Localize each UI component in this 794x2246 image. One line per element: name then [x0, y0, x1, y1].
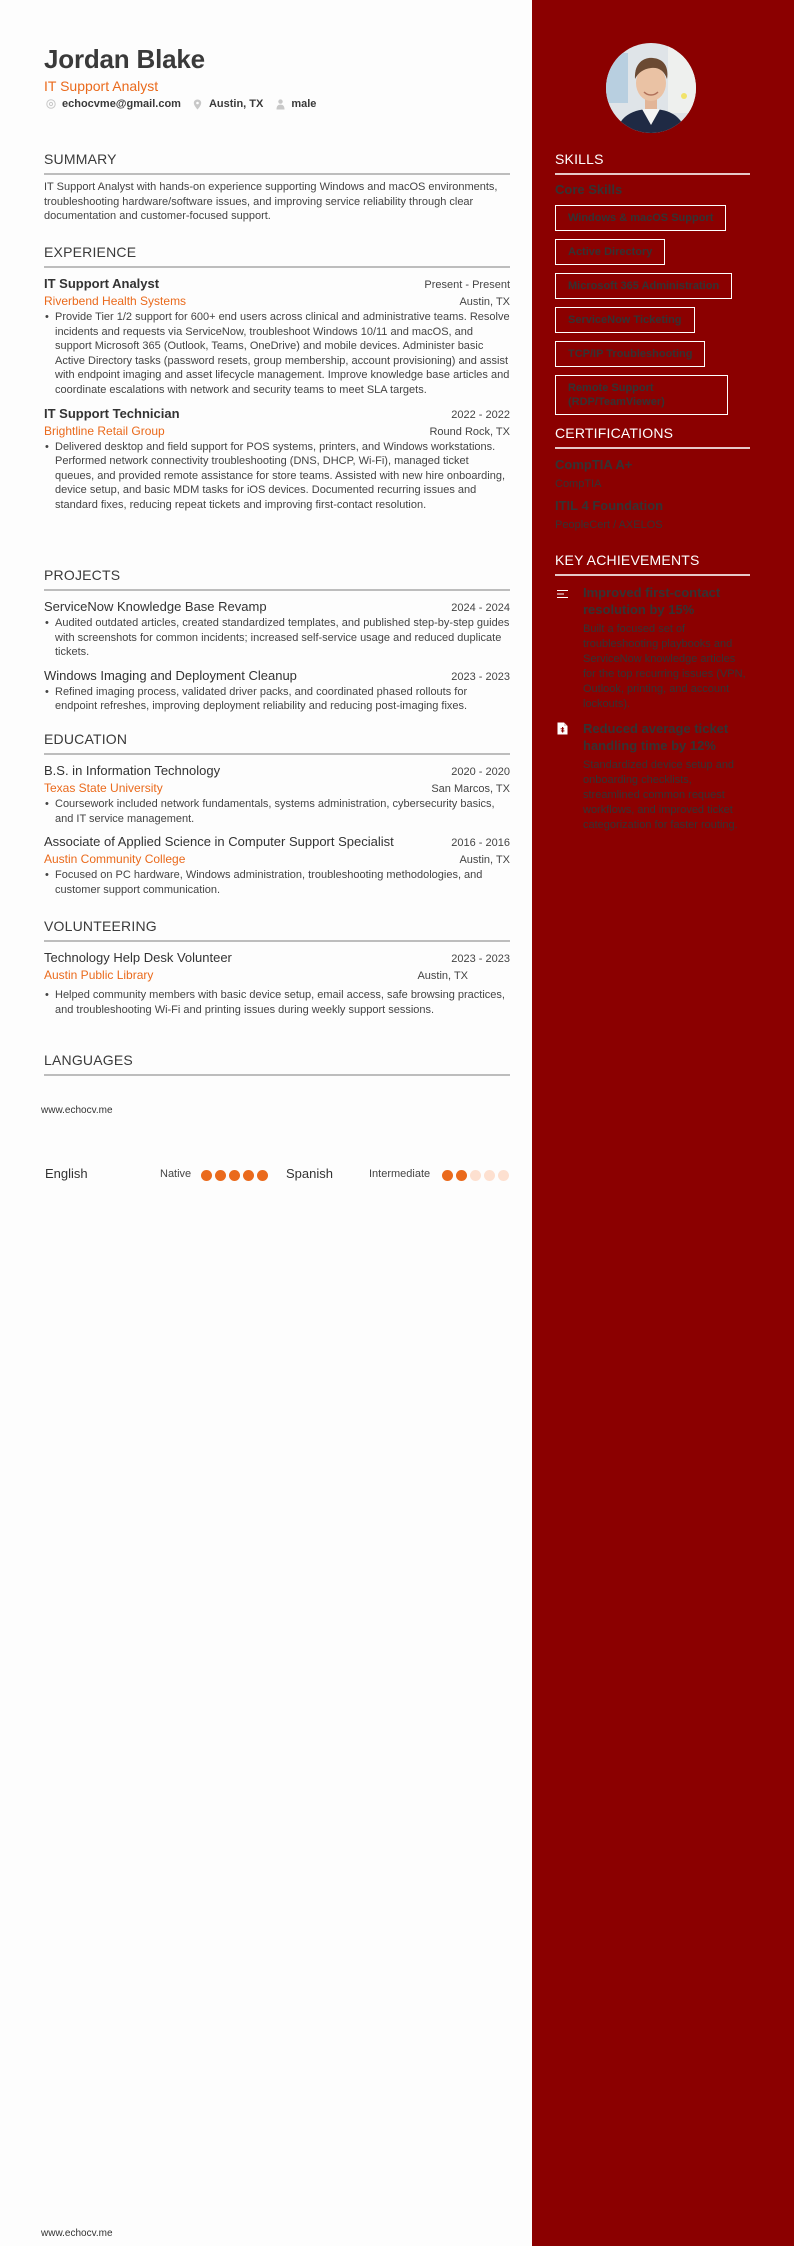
education-bullet: • Focused on PC hardware, Windows administration, troubleshooting methodologies, and customer support communication.: [45, 869, 483, 896]
cert-name: CompTIA A+: [555, 457, 633, 472]
footer-url-bottom[interactable]: www.echocv.me: [41, 2228, 113, 2239]
achievement-item: [555, 720, 750, 833]
cert-issuer: PeopleCert / AXELOS: [555, 519, 663, 531]
achievement-title: Improved first-contact resolution by 15%: [583, 585, 721, 617]
section-title: SUMMARY: [44, 151, 510, 175]
location-pin-icon: [193, 99, 203, 109]
contact-gender-text: male: [291, 98, 317, 110]
cert-name: ITIL 4 Foundation: [555, 498, 664, 513]
education-section: [44, 731, 510, 897]
volunteer-dates: 2023 - 2023: [451, 953, 510, 965]
job-bullet: • Delivered desktop and field support for POS systems, printers, and Windows workstations. Performed network connectivity troubleshooting (DNS, DHCP, Wi-Fi), managed ticket queues, and provided remote assistance for store teams. Assisted with new hire onboarding, device setup, and basic MDM tasks for iOS devices. Documented recurring issues and standard fixes, reducing repeat tickets and improving first-contact resolution.: [45, 440, 506, 511]
language-rating-english: [201, 1170, 271, 1181]
job-title: IT Support Analyst: [44, 276, 160, 291]
volunteer-item: [44, 950, 510, 1017]
achievements-section: [555, 552, 750, 833]
skills-section: [555, 151, 750, 415]
skill-tag: ServiceNow Ticketing: [555, 307, 695, 333]
experience-section: [44, 244, 510, 513]
section-title: EXPERIENCE: [44, 244, 510, 268]
contact-location: [193, 98, 263, 110]
rating-dot-filled: [215, 1170, 226, 1181]
school-location: San Marcos, TX: [431, 783, 510, 795]
rating-dot-filled: [442, 1170, 453, 1181]
section-title: LANGUAGES: [44, 1052, 510, 1076]
volunteer-location: Austin, TX: [417, 970, 468, 982]
summary-section: [44, 151, 510, 224]
company-name: Brightline Retail Group: [44, 423, 165, 438]
education-item: [44, 834, 510, 897]
skill-tag: TCP/IP Troubleshooting: [555, 341, 705, 367]
project-item: [44, 599, 510, 660]
section-title: KEY ACHIEVEMENTS: [555, 552, 750, 576]
rating-dot-empty: [470, 1170, 481, 1181]
languages-section: [44, 1052, 510, 1076]
job-dates: 2022 - 2022: [451, 408, 510, 421]
project-dates: 2024 - 2024: [451, 602, 510, 614]
contact-gender: [275, 98, 316, 110]
project-title: Windows Imaging and Deployment Cleanup: [44, 667, 297, 683]
person-icon: [275, 99, 285, 109]
project-title: ServiceNow Knowledge Base Revamp: [44, 599, 267, 614]
job-location: Austin, TX: [459, 296, 510, 308]
language-name: Spanish: [286, 1166, 333, 1181]
language-list: [45, 1166, 510, 1186]
project-bullet: • Audited outdated articles, created standardized templates, and published step-by-step guides with screenshots for common incidents; increased self-service usage and reduced duplicate tickets.: [45, 617, 510, 659]
job-bullet: • Provide Tier 1/2 support for 600+ end users across clinical and administrative teams. Resolve incidents and requests via ServiceNow, troubleshoot Windows 10/11 and macOS, and support Microsoft 365 (Outlook, Teams, OneDrive) and mobile devices. Administer basic Active Directory tasks (password resets, group membership, account provisioning) and assist with endpoint imaging and asset lifecycle management. Improve knowledge base articles and coordinate escalations with network and security teams to meet SLA targets.: [45, 311, 510, 396]
skill-tag: Remote Support (RDP/TeamViewer): [555, 375, 728, 415]
candidate-role: IT Support Analyst: [44, 78, 159, 94]
education-dates: 2016 - 2016: [451, 837, 510, 850]
project-dates: 2023 - 2023: [451, 670, 510, 683]
contact-location-text: Austin, TX: [208, 98, 264, 110]
language-name: English: [45, 1166, 88, 1181]
rating-dot-filled: [257, 1170, 268, 1181]
projects-section: [44, 567, 510, 714]
achievement-item: [555, 584, 750, 712]
skill-tag: Active Directory: [555, 239, 665, 265]
rating-dot-filled: [201, 1170, 212, 1181]
document-dollar-icon: [555, 720, 583, 833]
section-title: EDUCATION: [44, 731, 510, 755]
list-lines-icon: [555, 584, 583, 712]
education-dates: 2020 - 2020: [451, 766, 510, 778]
language-rating-spanish: [442, 1170, 512, 1181]
achievement-desc: Standardized device setup and onboarding checklists, streamlined common request workflows, and improved ticket categorization for faster routing.: [583, 759, 738, 831]
degree-title: Associate of Applied Science in Computer Support Specialist: [44, 834, 394, 850]
skill-tag: Windows & macOS Support: [555, 205, 726, 231]
school-name: Texas State University: [44, 781, 163, 795]
rating-dot-empty: [498, 1170, 509, 1181]
experience-item: [44, 406, 510, 513]
job-title: IT Support Technician: [44, 405, 180, 421]
rating-dot-empty: [484, 1170, 495, 1181]
section-title: PROJECTS: [44, 567, 510, 591]
rating-dot-filled: [243, 1170, 254, 1181]
at-icon: [46, 99, 56, 109]
language-level: Intermediate: [369, 1168, 431, 1180]
skills-subhead: Core Skills: [555, 182, 623, 197]
profile-photo: [606, 43, 696, 133]
cert-issuer: CompTIA: [555, 478, 602, 490]
certifications-section: [555, 425, 750, 531]
achievement-desc: Built a focused set of troubleshooting playbooks and ServiceNow knowledge articles for the top recurring issues (VPN, Outlook, printing, and account lockouts).: [583, 623, 746, 710]
section-title: VOLUNTEERING: [44, 918, 510, 942]
degree-title: B.S. in Information Technology: [44, 763, 221, 778]
contact-email[interactable]: [46, 98, 181, 110]
candidate-name: Jordan Blake: [44, 44, 205, 74]
rating-dot-filled: [456, 1170, 467, 1181]
contact-list: [46, 98, 328, 110]
project-item: [44, 668, 510, 714]
section-title: SKILLS: [555, 151, 750, 175]
skill-tag-list: [555, 197, 750, 415]
experience-item: [44, 276, 510, 398]
rating-dot-filled: [229, 1170, 240, 1181]
education-bullet: • Coursework included network fundamentals, systems administration, cybersecurity basics, and IT service management.: [45, 798, 495, 825]
contact-email-text: echocvme@gmail.com: [62, 98, 181, 110]
volunteer-bullet: • Helped community members with basic device setup, email access, safe browsing practices, and troubleshooting Wi-Fi and printing issues during weekly support sessions.: [45, 989, 505, 1016]
school-name: Austin Community College: [44, 852, 186, 867]
language-level: Native: [160, 1168, 192, 1180]
volunteer-title: Technology Help Desk Volunteer: [44, 950, 232, 965]
company-name: Riverbend Health Systems: [44, 294, 187, 308]
job-location: Round Rock, TX: [429, 425, 510, 438]
summary-text: IT Support Analyst with hands-on experience supporting Windows and macOS environments, troubleshooting hardware/software issues, and improving service reliability through clear documentation and customer-focused support.: [44, 181, 498, 223]
skill-tag: Microsoft 365 Administration: [555, 273, 732, 299]
job-dates: Present - Present: [424, 279, 510, 291]
project-bullet: • Refined imaging process, validated driver packs, and coordinated phased rollouts for endpoint refreshes, improving deployment reliability and reducing post-imaging fixes.: [45, 685, 468, 713]
footer-url[interactable]: www.echocv.me: [41, 1105, 113, 1116]
school-location: Austin, TX: [459, 854, 510, 867]
volunteering-section: [44, 918, 510, 1017]
section-title: CERTIFICATIONS: [555, 425, 750, 449]
volunteer-org: Austin Public Library: [44, 968, 154, 982]
education-item: [44, 763, 510, 826]
achievement-title: Reduced average ticket handling time by 12%: [583, 721, 729, 753]
